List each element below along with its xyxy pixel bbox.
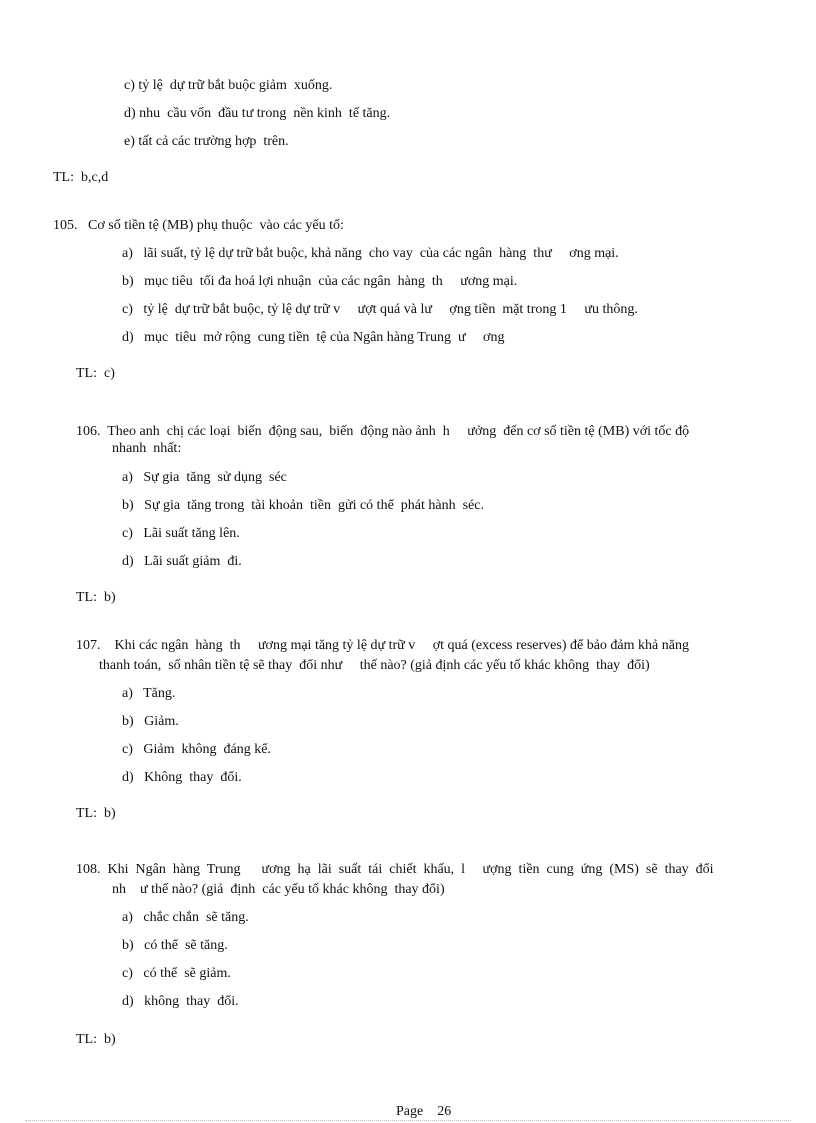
answer-107: TL: b) <box>76 806 116 821</box>
question-107-cont: thanh toán, số nhân tiền tệ sẽ thay đổi như thế nào? (giả định các yếu tố khác không thay đổi) <box>99 658 650 673</box>
question-107: 107. Khi các ngân hàng th ương mại tăng tỷ lệ dự trữ v ợt quá (excess reserves) để bảo đảm khả năng <box>76 638 689 653</box>
option-a: a) chắc chắn sẽ tăng. <box>122 910 249 925</box>
option-d: d) Không thay đổi. <box>122 770 242 785</box>
question-105: 105. Cơ số tiền tệ (MB) phụ thuộc vào các yếu tố: <box>53 218 344 233</box>
answer-108: TL: b) <box>76 1032 116 1047</box>
option-d: d) không thay đổi. <box>122 994 239 1009</box>
option-e: e) tất cả các trường hợp trên. <box>124 134 289 149</box>
footer-divider <box>25 1120 791 1121</box>
answer-105: TL: c) <box>76 366 115 381</box>
option-c: c) có thể sẽ giảm. <box>122 966 231 981</box>
answer-prev: TL: b,c,d <box>53 170 109 185</box>
option-a: a) Tăng. <box>122 686 176 701</box>
question-106-cont: nhanh nhất: <box>112 441 182 456</box>
option-b: b) mục tiêu tối đa hoá lợi nhuận của các ngân hàng th ương mại. <box>122 274 518 289</box>
answer-106: TL: b) <box>76 590 116 605</box>
question-106: 106. Theo anh chị các loại biến động sau, biến động nào ảnh h ưởng đến cơ số tiền tệ (MB) với tốc độ <box>76 424 690 439</box>
option-b: b) Giảm. <box>122 714 179 729</box>
option-c: c) tỷ lệ dự trữ bắt buộc, tỷ lệ dự trữ v ượt quá và lư ợng tiền mặt trong 1 ưu thông. <box>122 302 638 317</box>
question-108: 108. Khi Ngân hàng Trung ương hạ lãi suất tái chiết khấu, l ượng tiền cung ứng (MS) sẽ thay đổi <box>76 862 714 877</box>
option-d: d) nhu cầu vốn đầu tư trong nền kinh tế tăng. <box>124 106 391 121</box>
option-b: b) Sự gia tăng trong tài khoản tiền gửi có thể phát hành séc. <box>122 498 484 513</box>
option-d: d) mục tiêu mở rộng cung tiền tệ của Ngân hàng Trung ư ơng <box>122 330 505 345</box>
option-b: b) có thể sẽ tăng. <box>122 938 228 953</box>
option-a: a) Sự gia tăng sử dụng séc <box>122 470 287 485</box>
option-c: c) Lãi suất tăng lên. <box>122 526 240 541</box>
option-c: c) Giảm không đáng kể. <box>122 742 271 757</box>
option-c: c) tỷ lệ dự trữ bắt buộc giảm xuống. <box>124 78 333 93</box>
question-108-cont: nh ư thế nào? (giả định các yếu tố khác không thay đổi) <box>112 882 445 897</box>
page-number: Page 26 <box>396 1104 452 1119</box>
option-d: d) Lãi suất giảm đi. <box>122 554 242 569</box>
option-a: a) lãi suất, tỷ lệ dự trữ bắt buộc, khả năng cho vay của các ngân hàng thư ơng mại. <box>122 246 619 261</box>
